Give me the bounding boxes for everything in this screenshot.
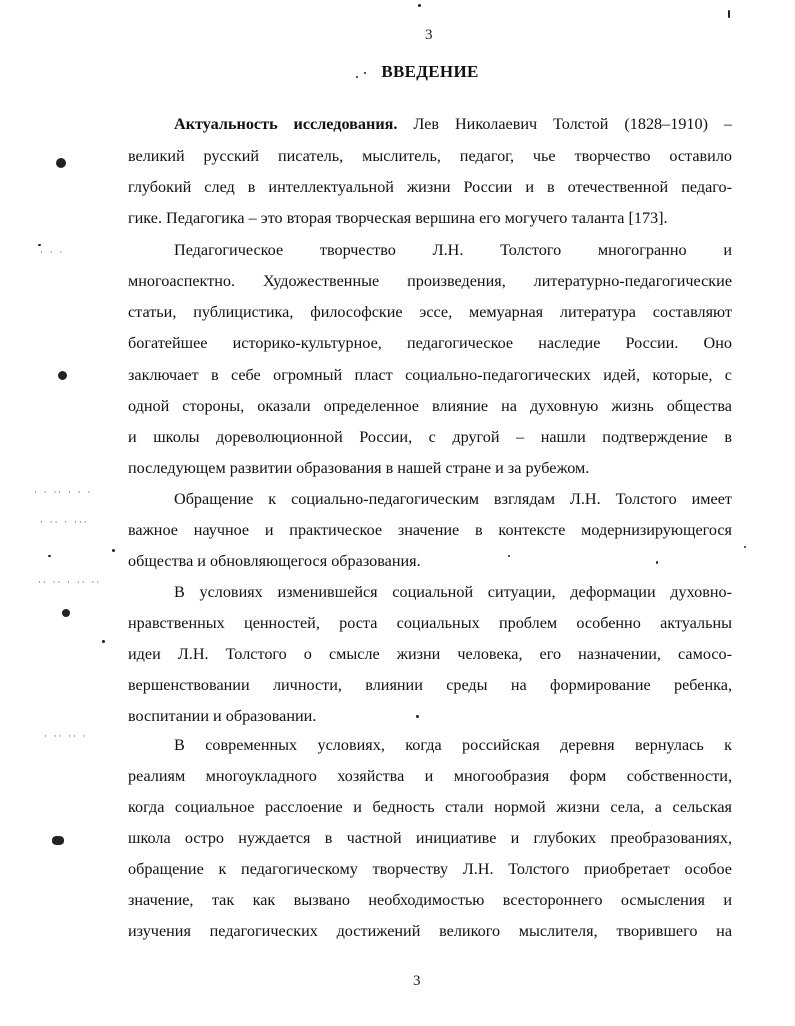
line-text: Лев Николаевич Толстой (1828–1910) – bbox=[397, 115, 732, 133]
scan-speck bbox=[656, 561, 658, 564]
text-line: школа остро нуждается в частной инициативе и глубоких преобразованиях, bbox=[128, 829, 732, 847]
scan-noise: ·· ·· · ·· ·· bbox=[38, 578, 102, 588]
text-line: когда социальное расслоение и бедность стали нормой жизни села, а сельская bbox=[128, 798, 732, 816]
text-line: великий русский писатель, мыслитель, педагог, чье творчество оставило bbox=[128, 147, 732, 165]
scan-speck bbox=[744, 546, 746, 548]
text-line: многоаспектно. Художественные произведения, литературно-педагогические bbox=[128, 272, 732, 290]
scan-noise: · · · bbox=[40, 248, 65, 258]
scan-noise: · ·· · ··· bbox=[40, 518, 89, 528]
scan-speck bbox=[48, 555, 51, 557]
text-line: реалиям многоукладного хозяйства и многообразия форм собственности, bbox=[128, 767, 732, 785]
text-line: богатейшее историко-культурное, педагогическое наследие России. Оно bbox=[128, 334, 732, 352]
text-line: Обращение к социально-педагогическим взглядам Л.Н. Толстого имеет bbox=[174, 490, 732, 508]
text-line: идеи Л.Н. Толстого о смысле жизни человека, его назначении, самосо- bbox=[128, 645, 732, 663]
scan-speck bbox=[58, 371, 67, 380]
scan-speck bbox=[418, 4, 421, 7]
scan-speck bbox=[416, 715, 419, 718]
text-line: Педагогическое творчество Л.Н. Толстого многогранно и bbox=[174, 241, 732, 259]
scan-noise: · ·· ·· · bbox=[44, 732, 88, 742]
scan-speck bbox=[728, 10, 730, 18]
text-line: статьи, публицистика, философские эссе, мемуарная литература составляют bbox=[128, 303, 732, 321]
scan-speck bbox=[52, 836, 64, 845]
scan-speck bbox=[356, 76, 358, 78]
text-line: изучения педагогических достижений великого мыслителя, творившего на bbox=[128, 922, 732, 940]
text-line: и школы дореволюционной России, с другой – нашли подтверждение в bbox=[128, 428, 732, 446]
text-line: воспитании и образовании. bbox=[128, 707, 317, 725]
scan-speck bbox=[102, 640, 105, 643]
scan-speck bbox=[38, 244, 41, 246]
section-lead: Актуальность исследования. bbox=[174, 115, 398, 133]
scan-speck bbox=[56, 158, 66, 168]
text-line: нравственных ценностей, роста социальных проблем особенно актуальны bbox=[128, 614, 732, 632]
text-line: общества и обновляющегося образования. bbox=[128, 552, 421, 570]
text-line: В условиях изменившейся социальной ситуации, деформации духовно- bbox=[174, 583, 732, 601]
text-line: важное научное и практическое значение в контексте модернизирующегося bbox=[128, 521, 732, 539]
text-line: заключает в себе огромный пласт социально-педагогических идей, которые, с bbox=[128, 366, 732, 384]
text-line: глубокий след в интеллектуальной жизни России и в отечественной педаго- bbox=[128, 178, 732, 196]
scan-speck bbox=[112, 549, 115, 552]
text-line: обращение к педагогическому творчеству Л.Н. Толстого приобретает особое bbox=[128, 860, 732, 878]
page-heading: ВВЕДЕНИЕ bbox=[381, 62, 479, 81]
text-line: гике. Педагогика – это вторая творческая вершина его могучего таланта [173]. bbox=[128, 209, 668, 227]
text-line: значение, так как вызвано необходимостью всестороннего осмысления и bbox=[128, 891, 732, 909]
text-line: В современных условиях, когда российская деревня вернулась к bbox=[174, 736, 732, 754]
page-number-bottom: 3 bbox=[413, 973, 421, 989]
text-line: одной стороны, оказали определенное влияние на духовную жизнь общества bbox=[128, 397, 732, 415]
text-line bbox=[174, 114, 732, 134]
scan-speck bbox=[508, 555, 510, 557]
page-number-top: 3 bbox=[425, 27, 433, 43]
scan-speck bbox=[364, 72, 366, 74]
scan-noise: · · ·· · · · bbox=[34, 488, 93, 498]
text-line: вершенствовании личности, влиянии среды на формирование ребенка, bbox=[128, 676, 732, 694]
text-line: последующем развитии образования в нашей стране и за рубежом. bbox=[128, 459, 590, 477]
scan-speck bbox=[62, 609, 70, 617]
